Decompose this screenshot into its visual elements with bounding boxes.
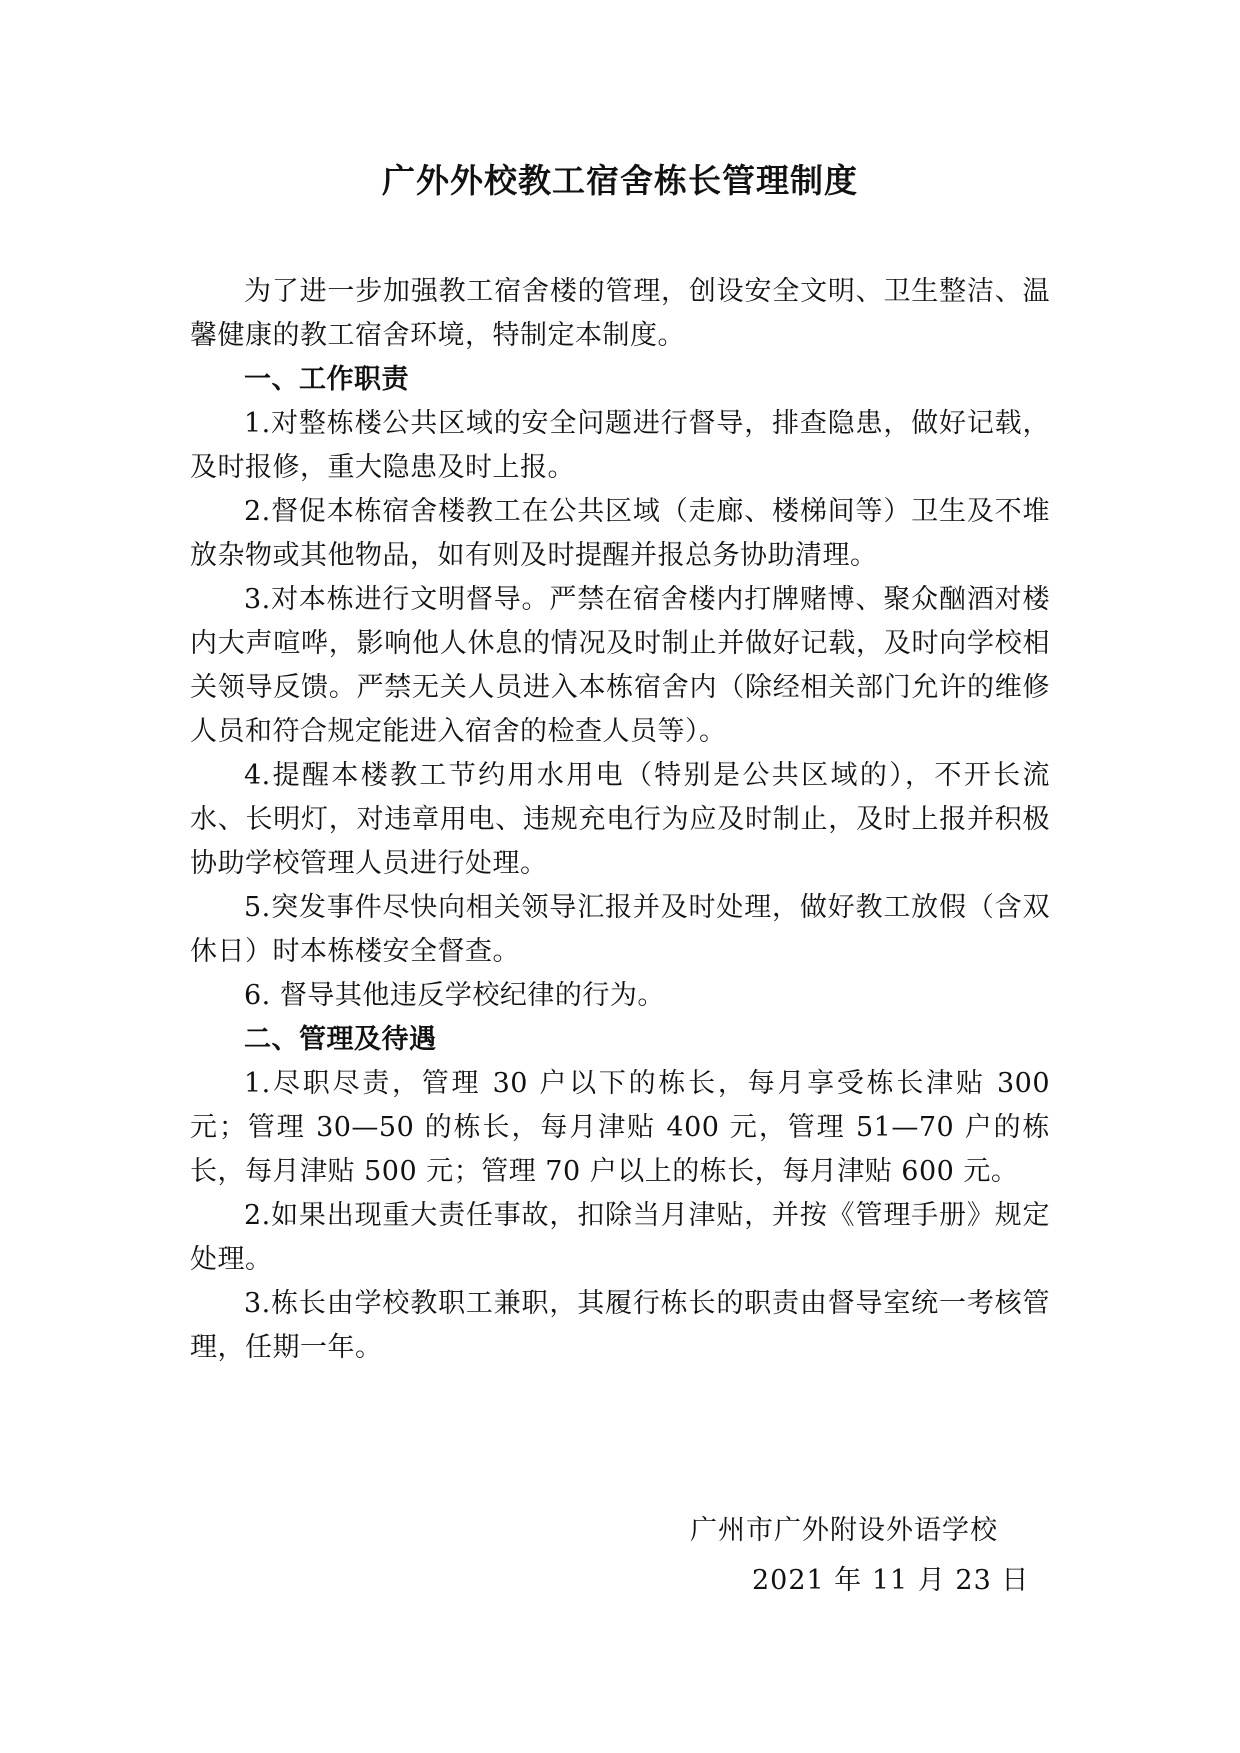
management-item-1: 1.尽职尽责，管理 30 户以下的栋长，每月享受栋长津贴 300 元；管理 30—50 的栋长，每月津贴 400 元，管理 51—70 户的栋长，每月津贴 500 元；管理 70 户以上的栋长，每月津贴 600 元。 — [190, 1068, 1050, 1187]
document-body — [190, 270, 1050, 1370]
signature-organization: 广州市广外附设外语学校 — [690, 1515, 998, 1546]
duty-item-3: 3.对本栋进行文明督导。严禁在宿舍楼内打牌赌博、聚众酗酒对楼内大声喧哗，影响他人休息的情况及时制止并做好记载，及时向学校相关领导反馈。严禁无关人员进入本栋宿舍内（除经相关部门允许的维修人员和符合规定能进入宿舍的检查人员等）。 — [190, 584, 1050, 747]
duty-item-5: 5.突发事件尽快向相关领导汇报并及时处理，做好教工放假（含双休日）时本栋楼安全督查。 — [190, 892, 1050, 967]
management-item-3: 3.栋长由学校教职工兼职，其履行栋长的职责由督导室统一考核管理，任期一年。 — [190, 1288, 1050, 1363]
duty-item-1: 1.对整栋楼公共区域的安全问题进行督导，排查隐患，做好记载，及时报修，重大隐患及时上报。 — [190, 408, 1050, 483]
duty-item-6: 6. 督导其他违反学校纪律的行为。 — [244, 980, 665, 1011]
duty-item-4: 4.提醒本楼教工节约用水用电（特别是公共区域的），不开长流水、长明灯，对违章用电、违规充电行为应及时制止，及时上报并积极协助学校管理人员进行处理。 — [190, 760, 1050, 879]
section-heading-management: 二、管理及待遇 — [244, 1024, 437, 1055]
management-item-2: 2.如果出现重大责任事故，扣除当月津贴，并按《管理手册》规定处理。 — [190, 1200, 1050, 1275]
intro-paragraph: 为了进一步加强教工宿舍楼的管理，创设安全文明、卫生整洁、温馨健康的教工宿舍环境，特制定本制度。 — [190, 276, 1050, 351]
duty-item-2: 2.督促本栋宿舍楼教工在公共区域（走廊、楼梯间等）卫生及不堆放杂物或其他物品，如有则及时提醒并报总务协助清理。 — [190, 496, 1050, 571]
section-heading-duties: 一、工作职责 — [244, 364, 409, 395]
document-title: 广外外校教工宿舍栋长管理制度 — [382, 161, 858, 200]
signature-date: 2021 年 11 月 23 日 — [752, 1565, 1030, 1596]
